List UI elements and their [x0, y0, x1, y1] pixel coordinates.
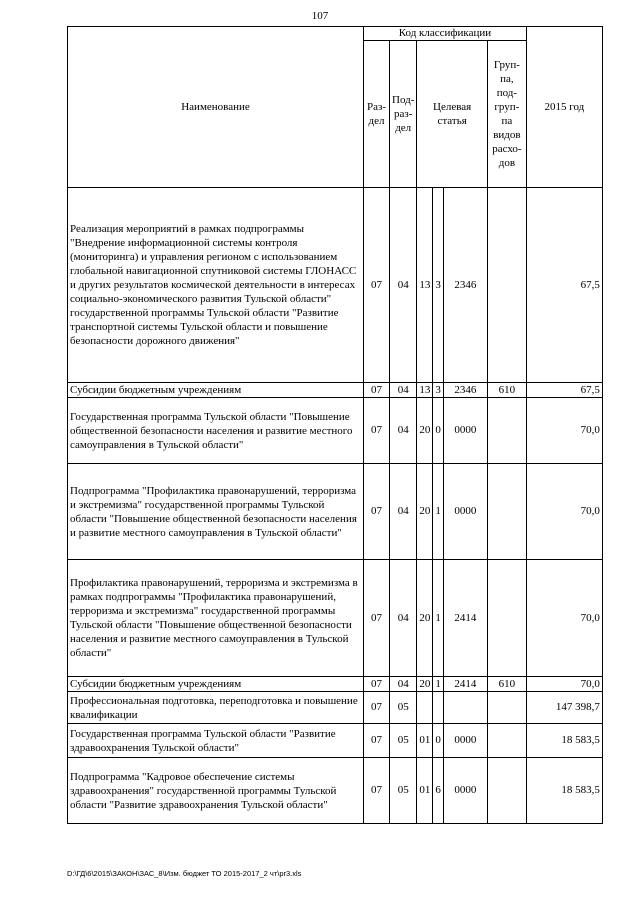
target-program-cell: 20: [417, 560, 433, 677]
razdel-cell: 07: [364, 188, 390, 383]
row-name: Субсидии бюджетным учреждениям: [68, 383, 364, 398]
target-code-cell: 2414: [443, 677, 487, 692]
header-razdel: Раз- дел: [364, 41, 390, 188]
podrazdel-cell: 05: [390, 692, 417, 724]
target-code-cell: 0000: [443, 464, 487, 560]
header-target: Целевая статья: [417, 41, 488, 188]
target-code-cell: 2346: [443, 188, 487, 383]
podrazdel-cell: 04: [390, 677, 417, 692]
target-program-cell: 01: [417, 724, 433, 758]
header-podrazdel: Под- раз- дел: [390, 41, 417, 188]
header-code: Код классификации: [364, 27, 527, 41]
podrazdel-cell: 05: [390, 758, 417, 824]
target-subprogram-cell: 1: [433, 677, 444, 692]
target-code-cell: 0000: [443, 758, 487, 824]
table-row: [68, 724, 603, 758]
row-name: Государственная программа Тульской области "Развитие здравоохранения Тульской области": [68, 724, 364, 758]
amount-cell: 70,0: [526, 464, 602, 560]
target-code-cell: 2346: [443, 383, 487, 398]
expense-type-cell: [487, 398, 526, 464]
header-name: Наименование: [68, 27, 364, 188]
podrazdel-cell: 04: [390, 398, 417, 464]
target-program-cell: 20: [417, 677, 433, 692]
row-name: Государственная программа Тульской области "Повышение общественной безопасности населения и развитие местного самоуправления в Тульской области": [68, 398, 364, 464]
razdel-cell: 07: [364, 464, 390, 560]
row-name: Субсидии бюджетным учреждениям: [68, 677, 364, 692]
table-row: [68, 677, 603, 692]
target-program-cell: 13: [417, 188, 433, 383]
target-code-cell: [443, 692, 487, 724]
podrazdel-cell: 04: [390, 464, 417, 560]
target-program-cell: 01: [417, 758, 433, 824]
table-row: [68, 560, 603, 677]
expense-type-cell: 610: [487, 677, 526, 692]
table-row: [68, 758, 603, 824]
razdel-cell: 07: [364, 398, 390, 464]
header-year: 2015 год: [526, 27, 602, 188]
podrazdel-cell: 05: [390, 724, 417, 758]
podrazdel-cell: 04: [390, 560, 417, 677]
target-code-cell: 2414: [443, 560, 487, 677]
header-group: Груп- па, под- груп- па видов расхо- дов: [487, 41, 526, 188]
expense-type-cell: [487, 464, 526, 560]
row-name: Подпрограмма "Профилактика правонарушений, терроризма и экстремизма" государственной программы Тульской области "Повышение общественной безопасности населения и развитие местного самоуправления в Тульской области": [68, 464, 364, 560]
row-name: Реализация мероприятий в рамках подпрограммы "Внедрение информационной системы контроля (мониторинга) и управления регионом с использованием глобальной навигационной спутниковой системы ГЛОНАСС и других результатов космической деятельности в интересах социально-экономического развития Тульской области" государственной программы Тульской области "Развитие транспортной системы Тульской области и повышение безопасности дорожного движения": [68, 188, 364, 383]
target-subprogram-cell: 1: [433, 464, 444, 560]
razdel-cell: 07: [364, 383, 390, 398]
table-row: [68, 398, 603, 464]
target-code-cell: 0000: [443, 724, 487, 758]
expense-type-cell: [487, 724, 526, 758]
amount-cell: 70,0: [526, 398, 602, 464]
target-subprogram-cell: 3: [433, 188, 444, 383]
expense-type-cell: [487, 188, 526, 383]
table-row: [68, 383, 603, 398]
razdel-cell: 07: [364, 724, 390, 758]
target-subprogram-cell: 3: [433, 383, 444, 398]
podrazdel-cell: 04: [390, 383, 417, 398]
razdel-cell: 07: [364, 692, 390, 724]
razdel-cell: 07: [364, 677, 390, 692]
amount-cell: 18 583,5: [526, 724, 602, 758]
table-row: [68, 692, 603, 724]
target-subprogram-cell: 1: [433, 560, 444, 677]
row-name: Подпрограмма "Кадровое обеспечение системы здравоохранения" государственной программы Тульской области "Развитие здравоохранения Тульской области": [68, 758, 364, 824]
target-program-cell: 20: [417, 398, 433, 464]
page-number: 107: [311, 10, 329, 22]
amount-cell: 70,0: [526, 560, 602, 677]
amount-cell: 70,0: [526, 677, 602, 692]
expense-type-cell: [487, 758, 526, 824]
expense-type-cell: [487, 560, 526, 677]
amount-cell: 147 398,7: [526, 692, 602, 724]
amount-cell: 67,5: [526, 188, 602, 383]
expense-type-cell: 610: [487, 383, 526, 398]
target-subprogram-cell: [433, 692, 444, 724]
podrazdel-cell: 04: [390, 188, 417, 383]
row-name: Профилактика правонарушений, терроризма и экстремизма в рамках подпрограммы "Профилактика правонарушений, терроризма и экстремизма" государственной программы Тульской области "Повышение общественной безопасности населения и развитие местного самоуправления в Тульской области": [68, 560, 364, 677]
amount-cell: 18 583,5: [526, 758, 602, 824]
file-path-footer: D:\ГД\6\2015\ЗАКОН\ЗАС_8\Изм. бюджет ТО 2015-2017_2 чт\pr3.xls: [67, 869, 302, 878]
target-code-cell: 0000: [443, 398, 487, 464]
target-program-cell: 20: [417, 464, 433, 560]
table-row: [68, 188, 603, 383]
amount-cell: 67,5: [526, 383, 602, 398]
target-subprogram-cell: 6: [433, 758, 444, 824]
target-subprogram-cell: 0: [433, 724, 444, 758]
target-program-cell: [417, 692, 433, 724]
table-row: [68, 464, 603, 560]
target-program-cell: 13: [417, 383, 433, 398]
razdel-cell: 07: [364, 560, 390, 677]
expense-type-cell: [487, 692, 526, 724]
target-subprogram-cell: 0: [433, 398, 444, 464]
razdel-cell: 07: [364, 758, 390, 824]
row-name: Профессиональная подготовка, переподготовка и повышение квалификации: [68, 692, 364, 724]
budget-table: [67, 26, 603, 824]
